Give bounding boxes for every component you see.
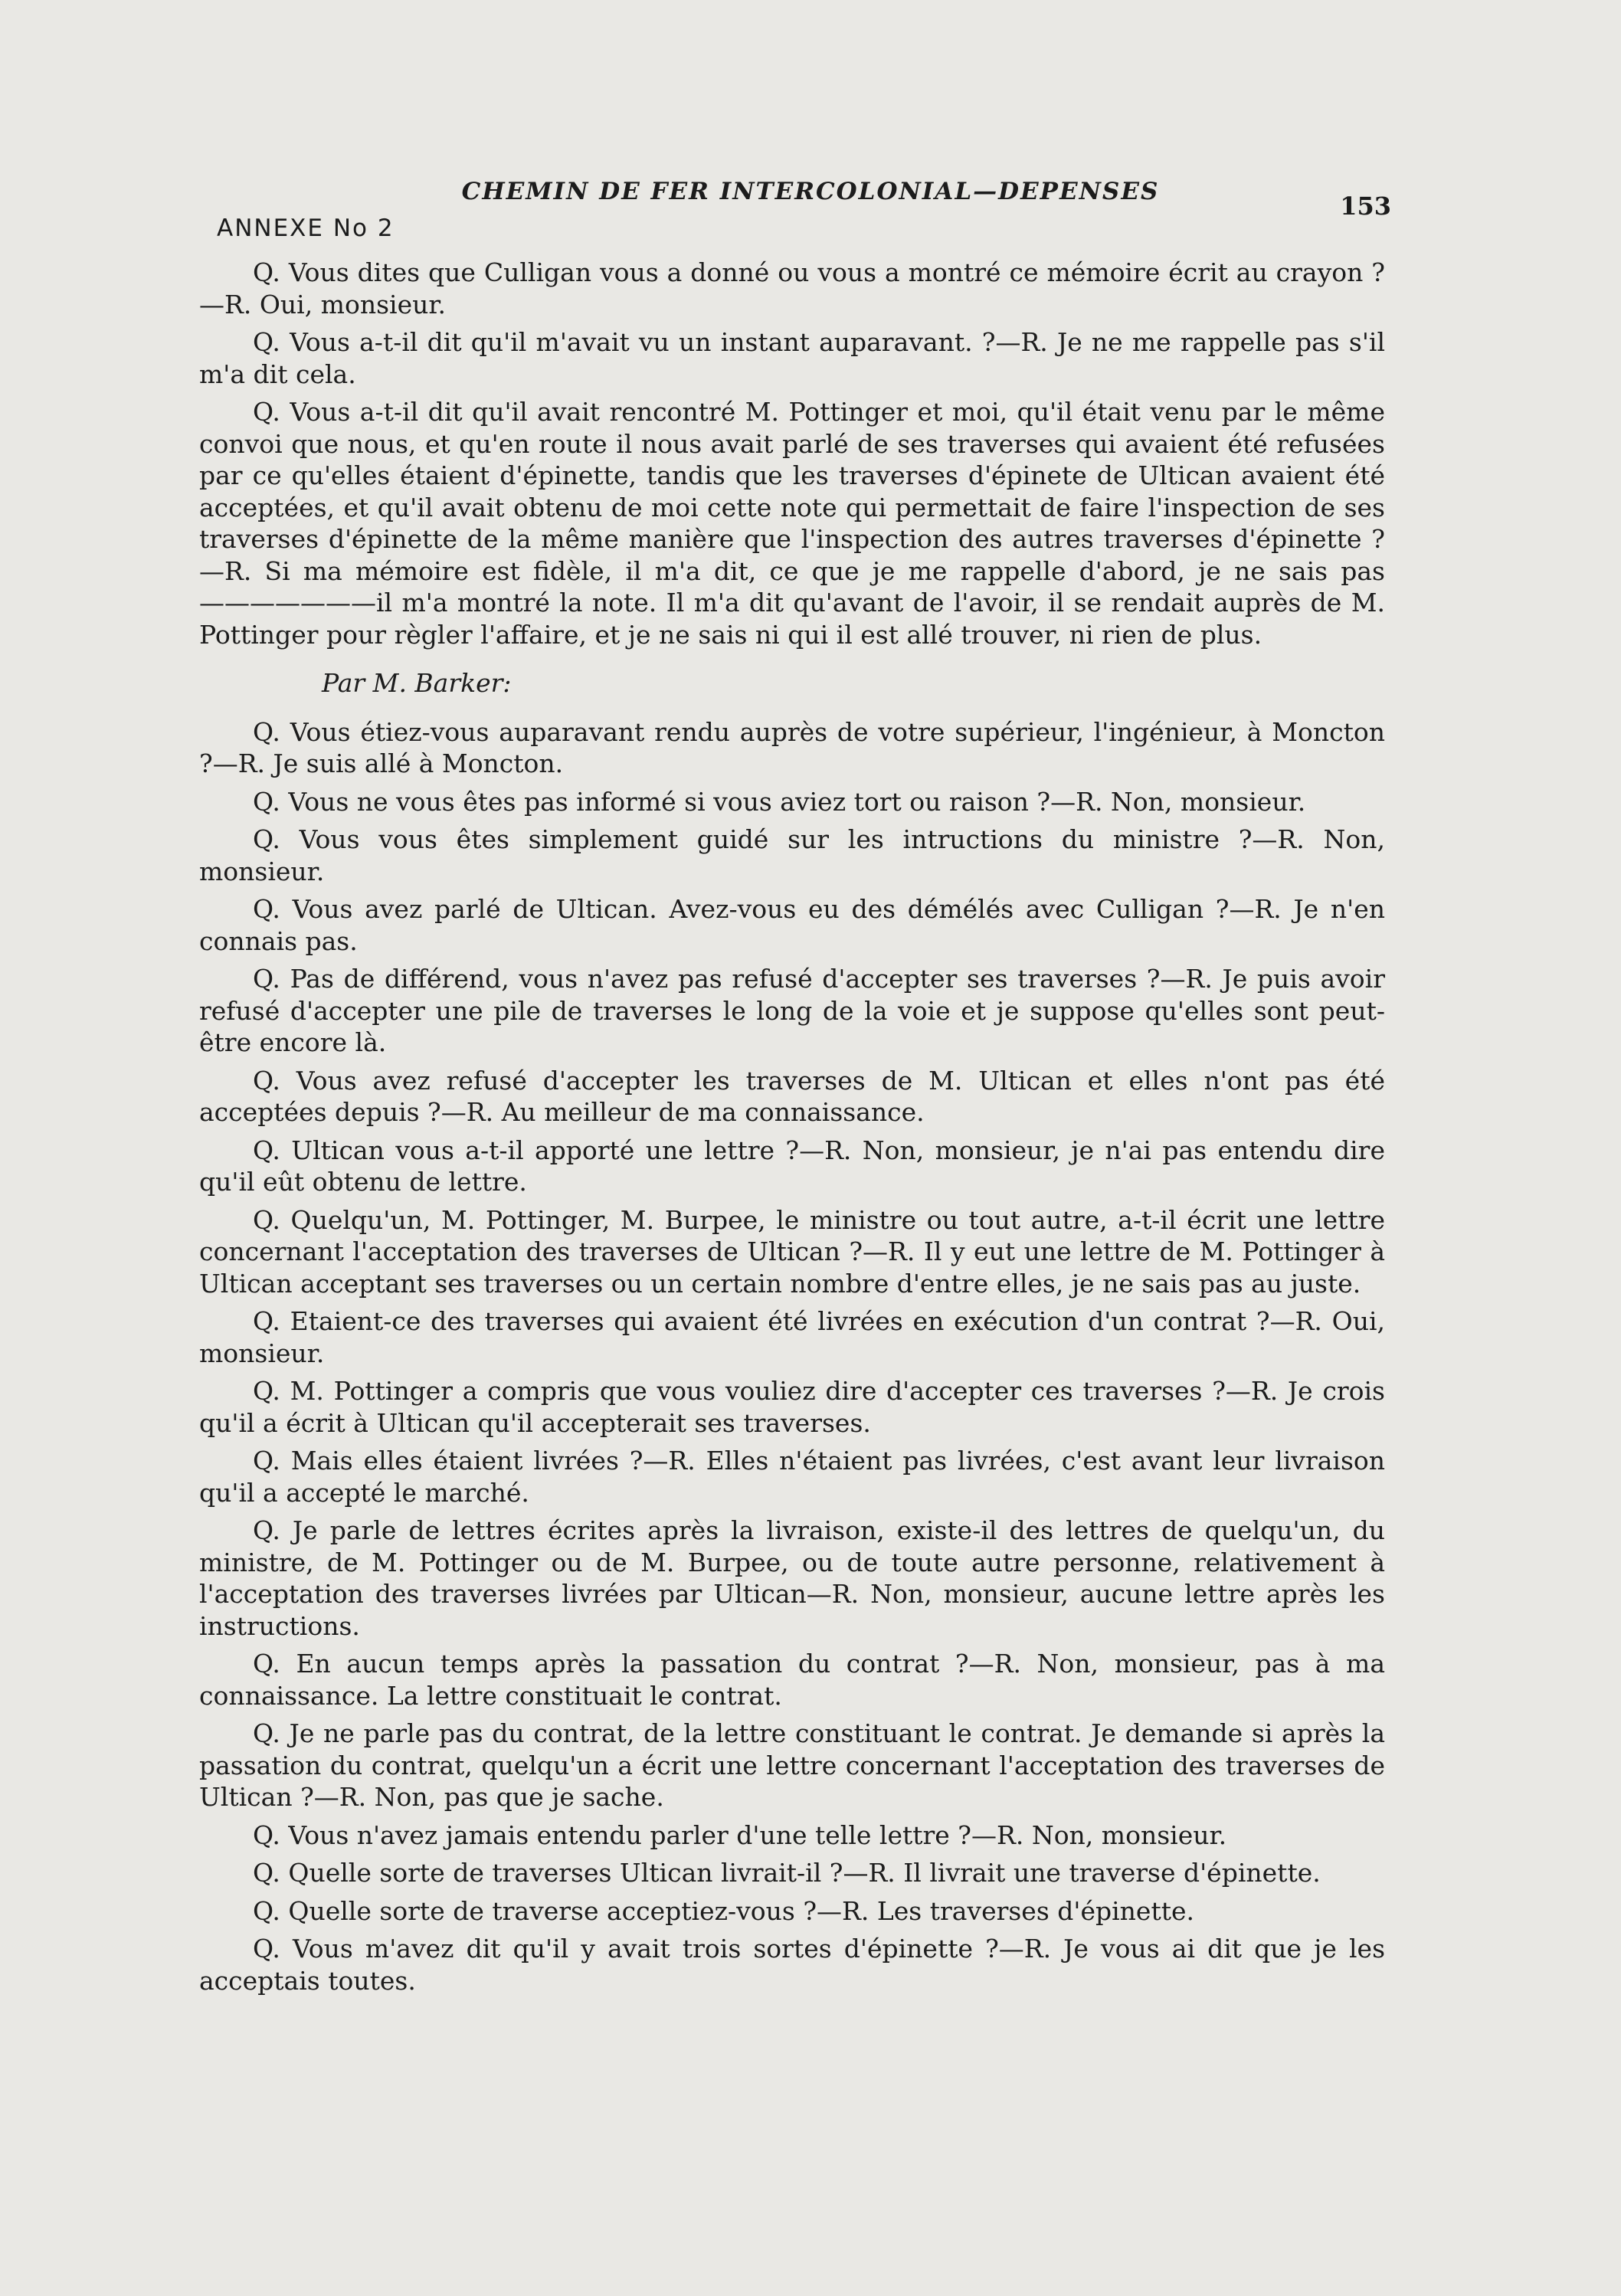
body-text [199,257,1385,2003]
paragraph: Q. Vous a-t-il dit qu'il avait rencontré M. Pottinger et moi, qu'il était venu par le même convoi que nous, et qu'en route il nous avait parlé de ses traverses qui avaient été refusées par ce qu'elles étaient d'épinette, tandis que les traverses d'épinete de Ultican avaient été acceptées, et qu'il avait obtenu de moi cette note qui permettait de faire l'inspection de ses traverses d'épinette de la même manière que l'inspection des autres traverses d'épinette ?—R. Si ma mémoire est fidèle, il m'a dit, ce que je me rappelle d'abord, je ne sais pas———————il m'a montré la note. Il m'a dit qu'avant de l'avoir, il se rendait auprès de M. Pottinger pour règler l'affaire, et je ne sais ni qui il est allé trouver, ni rien de plus. [199,397,1385,650]
paragraph: Q. Vous vous êtes simplement guidé sur les intructions du ministre ?—R. Non, monsieur. [199,824,1385,886]
paragraph: Q. Quelle sorte de traverse acceptiez-vous ?—R. Les traverses d'épinette. [253,1895,1194,1926]
paragraph: Q. Vous dites que Culligan vous a donné ou vous a montré ce mémoire écrit au crayon ?—R. Oui, monsieur. [199,257,1385,319]
paragraph: Q. Vous avez parlé de Ultican. Avez-vous eu des démélés avec Culligan ?—R. Je n'en connais pas. [199,894,1385,956]
paragraph: Q. Quelqu'un, M. Pottinger, M. Burpee, le ministre ou tout autre, a-t-il écrit une lettre concernant l'acceptation des traverses de Ultican ?—R. Il y eut une lettre de M. Pottinger à Ultican acceptant ses traverses ou un certain nombre d'entre elles, je ne sais pas au juste. [199,1204,1385,1299]
paragraph: Q. Vous étiez-vous auparavant rendu auprès de votre supérieur, l'ingénieur, à Moncton ?—R. Je suis allé à Moncton. [199,716,1385,778]
paragraph: Q. Pas de différend, vous n'avez pas refusé d'accepter ses traverses ?—R. Je puis avoir refusé d'accepter une pile de traverses le long de la voie et je suppose qu'elles sont peut-être encore là. [199,964,1385,1057]
paragraph: Q. Vous avez refusé d'accepter les traverses de M. Ultican et elles n'ont pas été acceptées depuis ?—R. Au meilleur de ma connaissance. [199,1065,1385,1127]
annex-label: ANNEXE No 2 [217,215,395,242]
paragraph: Q. Mais elles étaient livrées ?—R. Elles n'étaient pas livrées, c'est avant leur livraison qu'il a accepté le marché. [199,1446,1385,1508]
paragraph: Q. Ultican vous a-t-il apporté une lettre ?—R. Non, monsieur, je n'ai pas entendu dire qu'il eût obtenu de lettre. [199,1135,1385,1197]
running-title: CHEMIN DE FER INTERCOLONIAL—DEPENSES [461,178,1160,205]
paragraph: Q. Vous ne vous êtes pas informé si vous aviez tort ou raison ?—R. Non, monsieur. [253,786,1306,817]
paragraph: Q. Vous m'avez dit qu'il y avait trois sortes d'épinette ?—R. Je vous ai dit que je les acceptais toutes. [199,1934,1385,1996]
paragraph: Q. Vous n'avez jamais entendu parler d'une telle lettre ?—R. Non, monsieur. [253,1819,1227,1850]
paragraph: Q. Quelle sorte de traverses Ultican livrait-il ?—R. Il livrait une traverse d'épinette. [253,1858,1321,1888]
page-number: 153 [1340,192,1391,221]
speaker-heading: Par M. Barker: [322,668,512,698]
paragraph: Q. Je ne parle pas du contrat, de la lettre constituant le contrat. Je demande si après la passation du contrat, quelqu'un a écrit une lettre concernant l'acceptation des traverses de Ultican ?—R. Non, pas que je sache. [199,1718,1385,1812]
paragraph: Q. En aucun temps après la passation du contrat ?—R. Non, monsieur, pas à ma connaissance. La lettre constituait le contrat. [199,1649,1385,1711]
paragraph: Q. Vous a-t-il dit qu'il m'avait vu un instant auparavant. ?—R. Je ne me rappelle pas s'il m'a dit cela. [199,327,1385,389]
paragraph: Q. M. Pottinger a compris que vous vouliez dire d'accepter ces traverses ?—R. Je crois qu'il a écrit à Ultican qu'il accepterait ses traverses. [199,1376,1385,1438]
paragraph: Q. Etaient-ce des traverses qui avaient été livrées en exécution d'un contrat ?—R. Oui, monsieur. [199,1306,1385,1368]
paragraph: Q. Je parle de lettres écrites après la livraison, existe-il des lettres de quelqu'un, du ministre, de M. Pottinger ou de M. Burpee, ou de toute autre personne, relativement à l'acceptation des traverses livrées par Ultican—R. Non, monsieur, aucune lettre après les instructions. [199,1515,1385,1641]
